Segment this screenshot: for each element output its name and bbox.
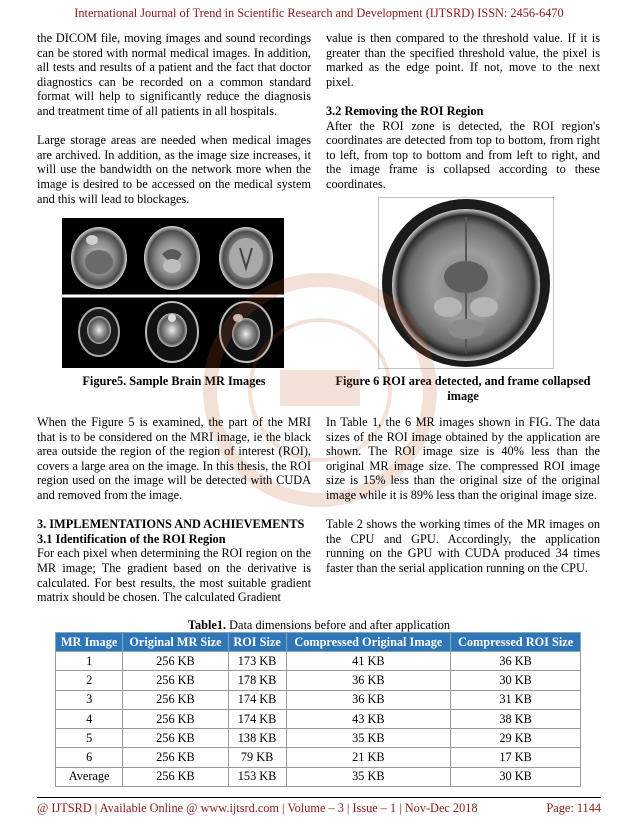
table-cell: 43 KB: [286, 709, 451, 728]
heading-removing-roi: 3.2 Removing the ROI Region: [326, 103, 484, 118]
table-row: [56, 767, 581, 786]
table1-title-text: Data dimensions before and after application: [226, 618, 451, 632]
right-column-bottom: [326, 415, 600, 576]
footer-divider: [37, 797, 601, 798]
footer-citation: @ IJTSRD | Available Online @ www.ijtsrd.com | Volume – 3 | Issue – 1 | Nov-Dec 2018: [37, 801, 478, 815]
table-cell: 1: [56, 652, 123, 671]
table-cell: 256 KB: [123, 767, 228, 786]
table-cell: 36 KB: [451, 652, 581, 671]
table-row: [56, 652, 581, 671]
heading-identification-roi: 3.1 Identification of the ROI Region: [37, 531, 226, 546]
figure5-caption: Figure5. Sample Brain MR Images: [82, 374, 266, 388]
footer-page-number: Page: 1144: [546, 801, 601, 815]
table-row: [56, 690, 581, 709]
table-header-row: [56, 633, 581, 652]
table-cell: 256 KB: [123, 690, 228, 709]
table-cell: 31 KB: [451, 690, 581, 709]
table-cell: 178 KB: [228, 671, 286, 690]
paragraph-table1-summary: In Table 1, the 6 MR images shown in FIG. The data sizes of the ROI image obtained by the application are shown. The ROI image size is 40% less than the original MR image size. The compressed ROI image size is 15% less than the original size of the original image while it is 89% less than the original image size.: [326, 415, 600, 502]
table-cell: 30 KB: [451, 767, 581, 786]
table-cell: 21 KB: [286, 748, 451, 767]
table-cell: 138 KB: [228, 729, 286, 748]
table-cell: 6: [56, 748, 123, 767]
col-header-roi-size: ROI Size: [228, 633, 286, 652]
table-cell: 153 KB: [228, 767, 286, 786]
heading-implementations: 3. IMPLEMENTATIONS AND ACHIEVEMENTS: [37, 517, 305, 532]
paragraph-gradient: For each pixel when determining the ROI region on the MR image; The gradient based on the derivative is calculated. For best results, the most suitable gradient matrix should be chosen. The calculated Gradient: [37, 546, 311, 605]
mr-image-5: [146, 302, 198, 362]
table-cell: Average: [56, 767, 123, 786]
table-cell: 256 KB: [123, 671, 228, 690]
mr-image-4: [79, 308, 119, 356]
table-cell: 36 KB: [286, 690, 451, 709]
figure6-roi-collapsed-image: [378, 197, 554, 369]
table-cell: 5: [56, 729, 123, 748]
paragraph-dicom: the DICOM file, moving images and sound recordings can be stored with normal medical images. In addition, all tests and results of a patient and the fact that doctor diagnostics can be recorded on a common standard format will help to significantly reduce the diagnosis and treatment time of all patients in all hospitals.: [37, 31, 311, 118]
mr-image-3: [219, 227, 273, 289]
table-cell: 35 KB: [286, 767, 451, 786]
mr-image-6: [220, 302, 272, 362]
table-cell: 256 KB: [123, 729, 228, 748]
table-cell: 256 KB: [123, 748, 228, 767]
table-row: [56, 748, 581, 767]
table-row: [56, 729, 581, 748]
left-column-top: [37, 31, 311, 206]
table-cell: 38 KB: [451, 709, 581, 728]
journal-header: International Journal of Trend in Scientific Research and Development (IJTSRD) ISSN: 2456-6470: [74, 6, 564, 20]
left-column-bottom: [37, 415, 311, 605]
table-cell: 41 KB: [286, 652, 451, 671]
col-header-compressed-original: Compressed Original Image: [286, 633, 451, 652]
table-cell: 256 KB: [123, 709, 228, 728]
table-cell: 3: [56, 690, 123, 709]
table-cell: 30 KB: [451, 671, 581, 690]
figure5-brain-mr-grid: [62, 218, 284, 368]
paragraph-storage: Large storage areas are needed when medical images are archived. In addition, as the image size increases, it will use the bandwidth on the network more when the image is desired to be accessed on the medical system and this will lead to blockages.: [37, 133, 311, 206]
paragraph-table2-summary: Table 2 shows the working times of the MR images on the CPU and GPU. Accordingly, the application running on the GPU with CUDA produced 34 times faster than the serial application running on the CPU.: [326, 517, 600, 575]
table-cell: 29 KB: [451, 729, 581, 748]
table-cell: 174 KB: [228, 709, 286, 728]
table-cell: 35 KB: [286, 729, 451, 748]
paragraph-threshold: value is then compared to the threshold value. If it is greater than the specified threshold value, the pixel is marked as the edge point. If not, move to the next pixel.: [326, 31, 600, 89]
mr-image-1: [71, 227, 127, 289]
table-cell: 36 KB: [286, 671, 451, 690]
col-header-original-size: Original MR Size: [123, 633, 228, 652]
col-header-mr-image: MR Image: [56, 633, 123, 652]
table-row: [56, 709, 581, 728]
table-cell: 2: [56, 671, 123, 690]
table-cell: 173 KB: [228, 652, 286, 671]
page-footer: [37, 801, 601, 816]
col-header-compressed-roi: Compressed ROI Size: [451, 633, 581, 652]
table-cell: 4: [56, 709, 123, 728]
paragraph-figure5-examined: When the Figure 5 is examined, the part of the MRI that is to be considered on the MRI image, ie the black area outside the region of the region of interest (ROI), covers a large area on the image. In this thesis, the ROI region used on the image will be detected with CUDA and removed from the image.: [37, 415, 311, 502]
table-cell: 256 KB: [123, 652, 228, 671]
table-cell: 79 KB: [228, 748, 286, 767]
mr-image-2: [144, 226, 200, 290]
table-row: [56, 671, 581, 690]
figure6-caption: Figure 6 ROI area detected, and frame collapsed image: [335, 374, 591, 403]
table-cell: 17 KB: [451, 748, 581, 767]
table-cell: 174 KB: [228, 690, 286, 709]
table1-title: [0, 618, 638, 633]
right-column-top: [326, 31, 600, 192]
table1-data-dimensions: [55, 632, 581, 787]
table1-label: Table1.: [187, 618, 227, 632]
paragraph-roi-coordinates: After the ROI zone is detected, the ROI region's coordinates are detected from top to bottom, from right to left, from top to bottom and from left to right, and the image frame is collapsed according to these coordinates.: [326, 118, 600, 191]
